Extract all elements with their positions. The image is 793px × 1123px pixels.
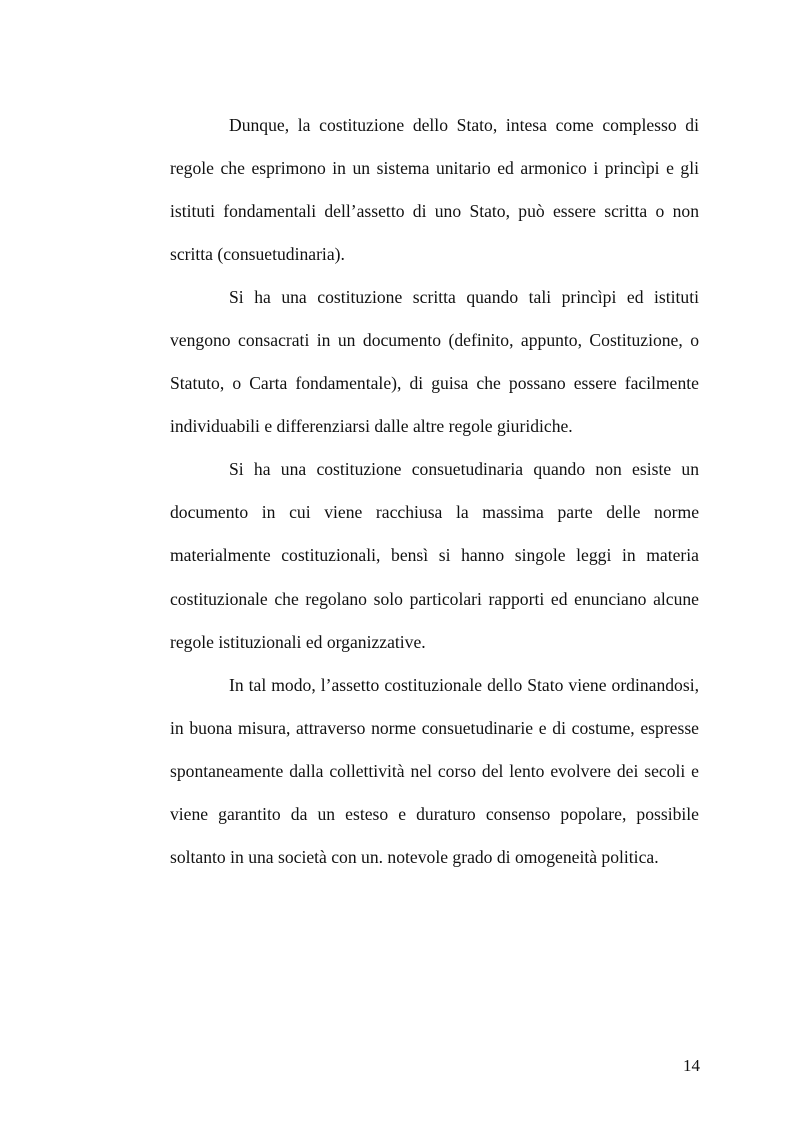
paragraph-2: Si ha una costituzione scritta quando tali princìpi ed istituti vengono consacrati in un documento (definito, appunto, Costituzione, o Statuto, o Carta fondamentale), di guisa che possano essere facilmente individuabili e differenziarsi dalle altre regole giuridiche. (170, 287, 699, 437)
page-number: 14 (683, 1056, 700, 1075)
body-text (170, 104, 699, 879)
paragraph-1: Dunque, la costituzione dello Stato, intesa come complesso di regole che esprimono in un sistema unitario ed armonico i princìpi e gli istituti fondamentali dell’assetto di uno Stato, può essere scritta o non scritta (consuetudinaria). (170, 115, 699, 265)
paragraph-4: In tal modo, l’assetto costituzionale dello Stato viene ordinandosi, in buona misura, attraverso norme consuetudinarie e di costume, espresse spontaneamente dalla collettività nel corso del lento evolvere dei secoli e viene garantito da un esteso e duraturo consenso popolare, possibile soltanto in una società con un. notevole grado di omogeneità politica. (170, 674, 699, 867)
paragraph-3: Si ha una costituzione consuetudinaria quando non esiste un documento in cui viene racchiusa la massima parte delle norme materialmente costituzionali, bensì si hanno singole leggi in materia costituzionale che regolano solo particolari rapporti ed enunciano alcune regole istituzionali ed organizzative. (170, 459, 699, 652)
